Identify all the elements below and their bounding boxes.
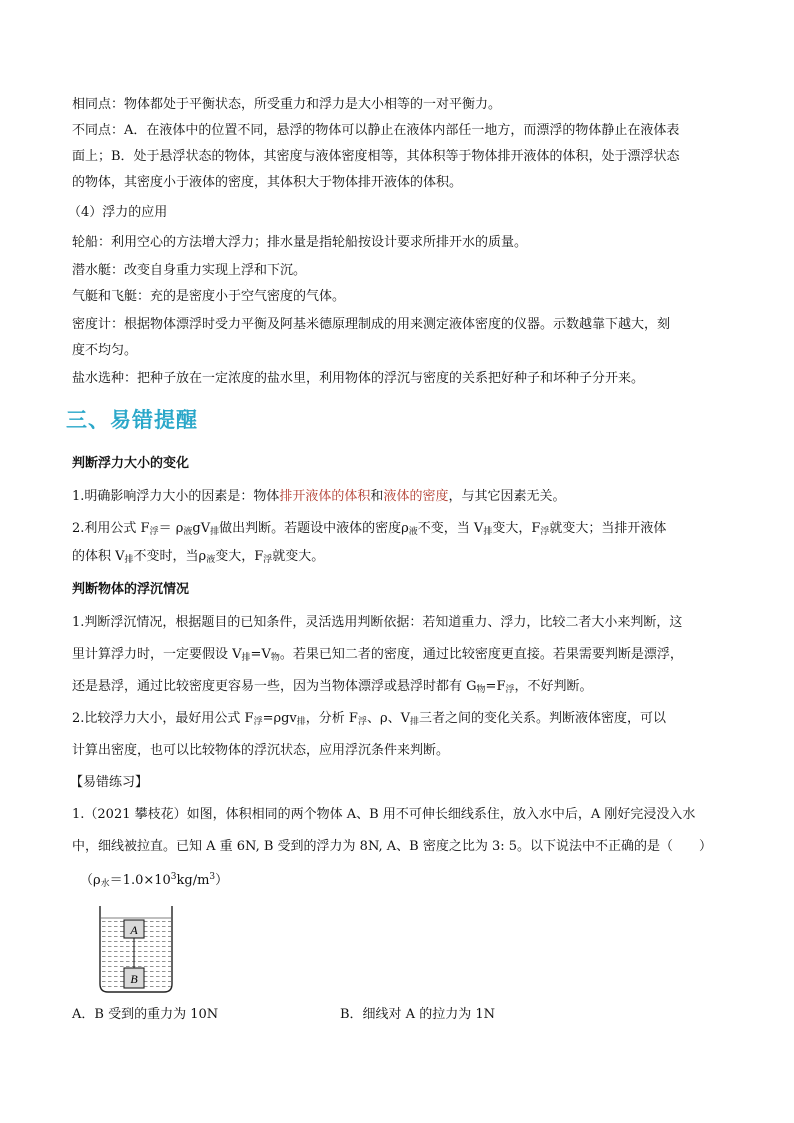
beaker-figure [96,904,176,996]
section-heading: 三、易错提醒 [66,408,198,432]
judge-line1: 1.判断浮沉情况，根据题目的已知条件，灵活选用判断依据：若知道重力、浮力，比较二者大小来判断，这 [72,615,683,630]
judge-line3: 还是悬浮，通过比较密度更容易一些，因为当物体漂浮或悬浮时都有 $G_物=F_浮$，不好判断。 [72,679,593,695]
judge-line2: 里计算浮力时，一定要假设 $V_排=V_物$。若果已知二者的密度，通过比较密度更直接。若果需要判断是漂浮， [72,647,683,663]
application-title: （4）浮力的应用 [68,205,168,220]
exercise-1-line2: 中，细线被拉直。已知 A 重 6N, B 受到的浮力为 8N, A、B 密度之比为 3: 5。以下说法中不正确的是（ ） [72,839,713,854]
balloon-text: 气艇和飞艇：充的是密度小于空气密度的气体。 [72,289,346,304]
option-a[interactable]: A．B 受到的重力为 10N [72,1007,219,1022]
subheading-float-sink: 判断物体的浮沉情况 [72,582,190,597]
exercise-1-line1: 1.（2021 攀枝花）如图，体积相同的两个物体 A、B 用不可伸长细线系住，放入水中后，A 刚好完浸没入水 [72,807,696,822]
seed-selection-text: 盐水选种：把种子放在一定浓度的盐水里，利用物体的浮沉与密度的关系把好种子和坏种子分开来。 [72,371,645,386]
diff-point-line3: 的物体，其密度小于液体的密度，其体积大于物体排开液体的体积。 [72,175,463,190]
exercise-1-line3: $(\rho_水=1.0\times 10^3kg/m^3)$ [80,872,229,889]
highlight-density: 液体的密度 [383,489,449,504]
submarine-text: 潜水艇：改变自身重力实现上浮和下沉。 [72,263,307,278]
practice-title: 【易错练习】 [70,775,149,790]
option-b[interactable]: B．细线对 A 的拉力为 1N [340,1007,495,1022]
point-1: 1.明确影响浮力大小的因素是：物体排开液体的体积和液体的密度，与其它因素无关。 [72,489,566,504]
compare-line1: 2.比较浮力大小，最好用公式 $F_浮=\rho gv_排$，分析 $F_浮$、ρ、$V_排$三者之间的变化关系。判断液体密度，可以 [72,711,667,727]
hydrometer-line1: 密度计：根据物体漂浮时受力平衡及阿基米德原理制成的用来测定液体密度的仪器。示数越靠下越大，刻 [72,317,671,332]
diff-point-line1: 不同点：A．在液体中的位置不同，悬浮的物体可以静止在液体内部任一地方，而漂浮的物体静止在液体表 [72,123,680,138]
point-2-line1: 2.利用公式 $F_浮= \rho_液gV_排$做出判断。若题设中液体的密度$\rho_液$不变，当 $V_排$变大，$F_浮$就变大；当排开液体 [72,521,667,537]
hydrometer-line2: 度不均匀。 [72,343,138,358]
point-2-line2: 的体积 $V_排$不变时，当$\rho_液$变大，$F_浮$就变大。 [72,549,325,565]
ship-text: 轮船：利用空心的方法增大浮力；排水量是指轮船按设计要求所排开水的质量。 [72,235,528,250]
same-point-text: 相同点：物体都处于平衡状态，所受重力和浮力是大小相等的一对平衡力。 [72,97,502,112]
highlight-volume: 排开液体的体积 [279,489,371,504]
diff-point-line2: 面上；B．处于悬浮状态的物体，其密度与液体密度相等，其体积等于物体排开液体的体积，处于漂浮状态 [72,149,680,164]
subheading-buoyancy-change: 判断浮力大小的变化 [72,456,190,471]
block-b-label: B [130,972,138,986]
block-a-label: A [130,923,138,937]
compare-line2: 计算出密度，也可以比较物体的浮沉状态，应用浮沉条件来判断。 [72,743,450,758]
